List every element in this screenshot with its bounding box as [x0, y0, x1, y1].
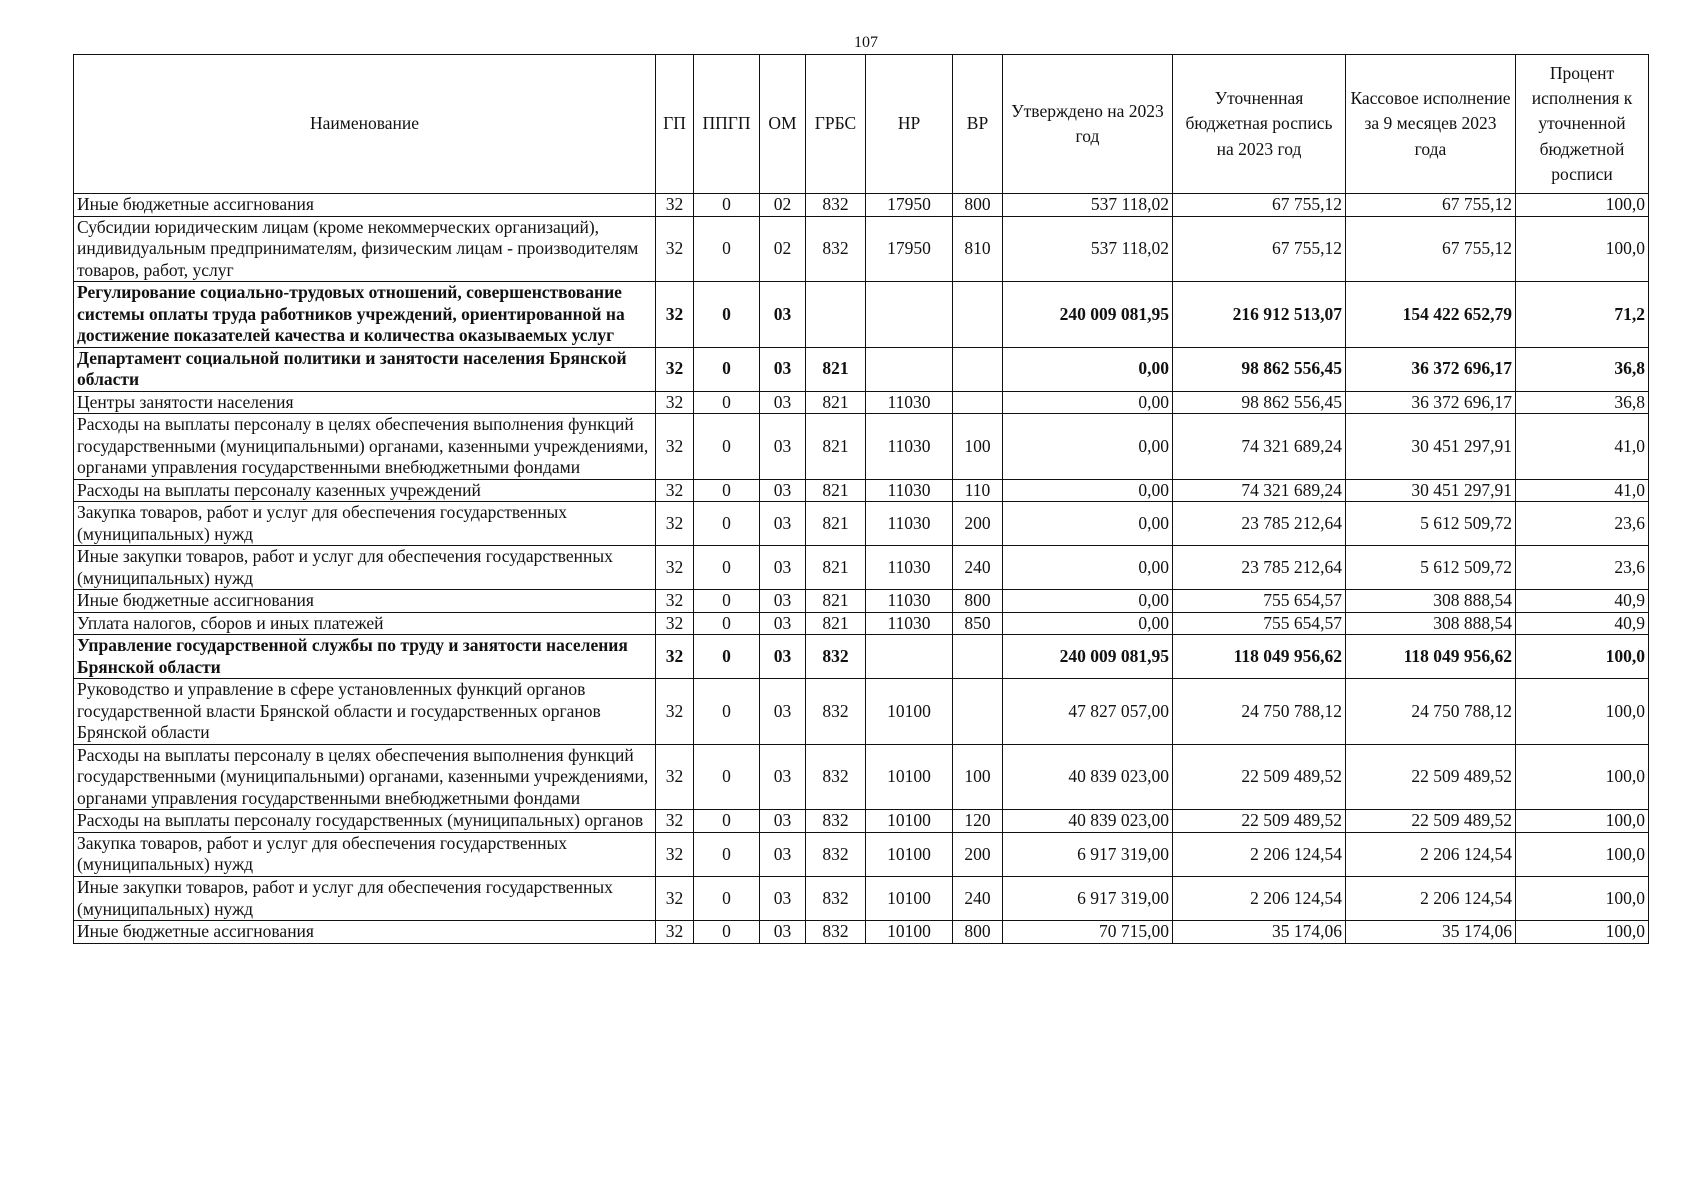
cell-approved: 537 118,02: [1003, 216, 1173, 282]
cell-om: 03: [760, 502, 806, 546]
cell-gp: 32: [656, 282, 694, 348]
cell-grbs: 832: [806, 216, 866, 282]
cell-refined: 24 750 788,12: [1173, 679, 1346, 745]
cell-ppgp: 0: [694, 921, 760, 944]
cell-grbs: 821: [806, 502, 866, 546]
cell-om: 03: [760, 810, 806, 833]
cell-executed: 154 422 652,79: [1346, 282, 1516, 348]
cell-refined: 755 654,57: [1173, 590, 1346, 613]
cell-om: 03: [760, 876, 806, 920]
header-approved: Утверждено на 2023 год: [1003, 55, 1173, 194]
cell-nr: [866, 635, 953, 679]
cell-nr: 11030: [866, 612, 953, 635]
cell-nr: 11030: [866, 590, 953, 613]
cell-name: Иные закупки товаров, работ и услуг для обеспечения государственных (муниципальных) нужд: [74, 876, 656, 920]
cell-om: 03: [760, 479, 806, 502]
cell-percent: 100,0: [1516, 832, 1649, 876]
cell-om: 03: [760, 391, 806, 414]
cell-refined: 2 206 124,54: [1173, 876, 1346, 920]
cell-percent: 100,0: [1516, 921, 1649, 944]
cell-name: Иные закупки товаров, работ и услуг для обеспечения государственных (муниципальных) нужд: [74, 546, 656, 590]
table-row: [74, 679, 1649, 745]
cell-percent: 41,0: [1516, 479, 1649, 502]
table-row: [74, 832, 1649, 876]
header-grbs: ГРБС: [806, 55, 866, 194]
cell-executed: 5 612 509,72: [1346, 546, 1516, 590]
cell-name: Управление государственной службы по труду и занятости населения Брянской области: [74, 635, 656, 679]
cell-vr: 240: [953, 546, 1003, 590]
header-refined: Уточненная бюджетная роспись на 2023 год: [1173, 55, 1346, 194]
cell-approved: 0,00: [1003, 391, 1173, 414]
cell-vr: 200: [953, 832, 1003, 876]
cell-refined: 74 321 689,24: [1173, 479, 1346, 502]
cell-refined: 98 862 556,45: [1173, 347, 1346, 391]
cell-executed: 67 755,12: [1346, 216, 1516, 282]
cell-ppgp: 0: [694, 216, 760, 282]
cell-refined: 74 321 689,24: [1173, 414, 1346, 480]
cell-percent: 36,8: [1516, 347, 1649, 391]
cell-percent: 100,0: [1516, 810, 1649, 833]
cell-ppgp: 0: [694, 635, 760, 679]
cell-refined: 2 206 124,54: [1173, 832, 1346, 876]
cell-vr: 100: [953, 744, 1003, 810]
table-row: [74, 216, 1649, 282]
cell-vr: [953, 679, 1003, 745]
cell-gp: 32: [656, 502, 694, 546]
cell-gp: 32: [656, 479, 694, 502]
cell-vr: 800: [953, 194, 1003, 217]
cell-percent: 71,2: [1516, 282, 1649, 348]
cell-executed: 118 049 956,62: [1346, 635, 1516, 679]
header-vr: ВР: [953, 55, 1003, 194]
table-row: [74, 921, 1649, 944]
table-body: [74, 194, 1649, 944]
cell-grbs: 821: [806, 414, 866, 480]
cell-om: 03: [760, 546, 806, 590]
table-header-row: [74, 55, 1649, 194]
cell-name: Расходы на выплаты персоналу в целях обеспечения выполнения функций государственными (муниципальными) органами, казенными учреждениями, органами управления государственными внебюджетными фондами: [74, 414, 656, 480]
cell-om: 02: [760, 216, 806, 282]
table-row: [74, 810, 1649, 833]
cell-ppgp: 0: [694, 832, 760, 876]
cell-percent: 100,0: [1516, 635, 1649, 679]
cell-gp: 32: [656, 635, 694, 679]
cell-ppgp: 0: [694, 479, 760, 502]
page-number: 107: [854, 34, 878, 51]
table-row: [74, 194, 1649, 217]
cell-percent: 41,0: [1516, 414, 1649, 480]
cell-gp: 32: [656, 194, 694, 217]
cell-gp: 32: [656, 921, 694, 944]
cell-vr: 850: [953, 612, 1003, 635]
cell-ppgp: 0: [694, 414, 760, 480]
cell-ppgp: 0: [694, 194, 760, 217]
cell-grbs: 832: [806, 832, 866, 876]
cell-executed: 36 372 696,17: [1346, 347, 1516, 391]
cell-refined: 67 755,12: [1173, 194, 1346, 217]
cell-gp: 32: [656, 590, 694, 613]
cell-vr: 110: [953, 479, 1003, 502]
cell-executed: 308 888,54: [1346, 612, 1516, 635]
cell-om: 03: [760, 679, 806, 745]
header-executed: Кассовое исполнение за 9 месяцев 2023 года: [1346, 55, 1516, 194]
cell-ppgp: 0: [694, 546, 760, 590]
cell-ppgp: 0: [694, 810, 760, 833]
table-row: [74, 744, 1649, 810]
cell-percent: 100,0: [1516, 876, 1649, 920]
cell-vr: 120: [953, 810, 1003, 833]
cell-nr: 11030: [866, 391, 953, 414]
cell-nr: 10100: [866, 921, 953, 944]
header-percent: Процент исполнения к уточненной бюджетной росписи: [1516, 55, 1649, 194]
cell-grbs: 832: [806, 194, 866, 217]
cell-gp: 32: [656, 391, 694, 414]
cell-approved: 70 715,00: [1003, 921, 1173, 944]
cell-name: Центры занятости населения: [74, 391, 656, 414]
cell-om: 03: [760, 414, 806, 480]
cell-refined: 216 912 513,07: [1173, 282, 1346, 348]
cell-vr: 810: [953, 216, 1003, 282]
cell-executed: 5 612 509,72: [1346, 502, 1516, 546]
cell-grbs: [806, 282, 866, 348]
cell-grbs: 832: [806, 876, 866, 920]
cell-refined: 35 174,06: [1173, 921, 1346, 944]
cell-nr: 17950: [866, 194, 953, 217]
cell-gp: 32: [656, 876, 694, 920]
cell-nr: 10100: [866, 832, 953, 876]
cell-gp: 32: [656, 546, 694, 590]
header-nr: НР: [866, 55, 953, 194]
cell-grbs: 821: [806, 347, 866, 391]
cell-executed: 22 509 489,52: [1346, 744, 1516, 810]
cell-gp: 32: [656, 810, 694, 833]
cell-name: Уплата налогов, сборов и иных платежей: [74, 612, 656, 635]
cell-ppgp: 0: [694, 391, 760, 414]
cell-name: Субсидии юридическим лицам (кроме некоммерческих организаций), индивидуальным предпринимателям, физическим лицам - производителям товаров, работ, услуг: [74, 216, 656, 282]
cell-approved: 0,00: [1003, 347, 1173, 391]
cell-vr: 800: [953, 590, 1003, 613]
cell-name: Расходы на выплаты персоналу казенных учреждений: [74, 479, 656, 502]
cell-vr: 240: [953, 876, 1003, 920]
cell-executed: 30 451 297,91: [1346, 414, 1516, 480]
cell-om: 03: [760, 921, 806, 944]
cell-gp: 32: [656, 612, 694, 635]
cell-refined: 22 509 489,52: [1173, 810, 1346, 833]
cell-name: Иные бюджетные ассигнования: [74, 921, 656, 944]
cell-vr: 200: [953, 502, 1003, 546]
cell-nr: [866, 347, 953, 391]
table-row: [74, 414, 1649, 480]
table-row: [74, 590, 1649, 613]
cell-name: Иные бюджетные ассигнования: [74, 194, 656, 217]
cell-approved: 0,00: [1003, 590, 1173, 613]
budget-table: [73, 54, 1649, 944]
cell-name: Руководство и управление в сфере установленных функций органов государственной власти Брянской области и государственных органов Брянской области: [74, 679, 656, 745]
header-gp: ГП: [656, 55, 694, 194]
cell-percent: 100,0: [1516, 679, 1649, 745]
cell-gp: 32: [656, 347, 694, 391]
cell-vr: [953, 391, 1003, 414]
cell-ppgp: 0: [694, 679, 760, 745]
cell-gp: 32: [656, 832, 694, 876]
cell-ppgp: 0: [694, 612, 760, 635]
cell-nr: 10100: [866, 876, 953, 920]
cell-approved: 0,00: [1003, 479, 1173, 502]
cell-nr: 11030: [866, 414, 953, 480]
cell-percent: 23,6: [1516, 546, 1649, 590]
table-row: [74, 876, 1649, 920]
cell-vr: [953, 347, 1003, 391]
cell-ppgp: 0: [694, 282, 760, 348]
table-row: [74, 282, 1649, 348]
cell-vr: 100: [953, 414, 1003, 480]
table-row: [74, 635, 1649, 679]
cell-percent: 40,9: [1516, 590, 1649, 613]
cell-gp: 32: [656, 679, 694, 745]
cell-refined: 67 755,12: [1173, 216, 1346, 282]
cell-refined: 118 049 956,62: [1173, 635, 1346, 679]
cell-executed: 2 206 124,54: [1346, 876, 1516, 920]
cell-executed: 2 206 124,54: [1346, 832, 1516, 876]
header-name: Наименование: [74, 55, 656, 194]
cell-om: 03: [760, 612, 806, 635]
cell-approved: 537 118,02: [1003, 194, 1173, 217]
cell-name: Расходы на выплаты персоналу государственных (муниципальных) органов: [74, 810, 656, 833]
cell-percent: 36,8: [1516, 391, 1649, 414]
cell-refined: 98 862 556,45: [1173, 391, 1346, 414]
cell-nr: 11030: [866, 502, 953, 546]
cell-grbs: 821: [806, 391, 866, 414]
cell-executed: 30 451 297,91: [1346, 479, 1516, 502]
cell-nr: 11030: [866, 546, 953, 590]
cell-nr: 10100: [866, 679, 953, 745]
cell-nr: [866, 282, 953, 348]
cell-approved: 40 839 023,00: [1003, 810, 1173, 833]
cell-om: 02: [760, 194, 806, 217]
cell-percent: 40,9: [1516, 612, 1649, 635]
header-ppgp: ППГП: [694, 55, 760, 194]
cell-name: Департамент социальной политики и занятости населения Брянской области: [74, 347, 656, 391]
cell-om: 03: [760, 590, 806, 613]
cell-ppgp: 0: [694, 590, 760, 613]
table-row: [74, 347, 1649, 391]
cell-om: 03: [760, 744, 806, 810]
cell-executed: 36 372 696,17: [1346, 391, 1516, 414]
cell-percent: 23,6: [1516, 502, 1649, 546]
cell-approved: 240 009 081,95: [1003, 635, 1173, 679]
table-row: [74, 546, 1649, 590]
cell-executed: 22 509 489,52: [1346, 810, 1516, 833]
cell-executed: 67 755,12: [1346, 194, 1516, 217]
cell-name: Иные бюджетные ассигнования: [74, 590, 656, 613]
cell-om: 03: [760, 832, 806, 876]
cell-grbs: 832: [806, 679, 866, 745]
cell-executed: 24 750 788,12: [1346, 679, 1516, 745]
cell-gp: 32: [656, 216, 694, 282]
cell-grbs: 821: [806, 546, 866, 590]
cell-grbs: 832: [806, 810, 866, 833]
cell-name: Закупка товаров, работ и услуг для обеспечения государственных (муниципальных) нужд: [74, 832, 656, 876]
table-row: [74, 502, 1649, 546]
cell-vr: [953, 635, 1003, 679]
cell-approved: 0,00: [1003, 612, 1173, 635]
cell-approved: 0,00: [1003, 502, 1173, 546]
cell-nr: 10100: [866, 810, 953, 833]
cell-percent: 100,0: [1516, 194, 1649, 217]
cell-grbs: 832: [806, 744, 866, 810]
cell-nr: 10100: [866, 744, 953, 810]
cell-approved: 6 917 319,00: [1003, 832, 1173, 876]
cell-approved: 47 827 057,00: [1003, 679, 1173, 745]
cell-vr: 800: [953, 921, 1003, 944]
cell-refined: 755 654,57: [1173, 612, 1346, 635]
cell-om: 03: [760, 282, 806, 348]
cell-refined: 23 785 212,64: [1173, 502, 1346, 546]
cell-om: 03: [760, 347, 806, 391]
table-row: [74, 391, 1649, 414]
cell-grbs: 821: [806, 479, 866, 502]
cell-approved: 40 839 023,00: [1003, 744, 1173, 810]
cell-nr: 17950: [866, 216, 953, 282]
cell-grbs: 821: [806, 612, 866, 635]
cell-approved: 6 917 319,00: [1003, 876, 1173, 920]
cell-grbs: 821: [806, 590, 866, 613]
table-row: [74, 479, 1649, 502]
cell-vr: [953, 282, 1003, 348]
cell-om: 03: [760, 635, 806, 679]
cell-gp: 32: [656, 744, 694, 810]
cell-name: Закупка товаров, работ и услуг для обеспечения государственных (муниципальных) нужд: [74, 502, 656, 546]
cell-grbs: 832: [806, 635, 866, 679]
cell-grbs: 832: [806, 921, 866, 944]
cell-gp: 32: [656, 414, 694, 480]
table-row: [74, 612, 1649, 635]
cell-refined: 23 785 212,64: [1173, 546, 1346, 590]
cell-name: Регулирование социально-трудовых отношений, совершенствование системы оплаты труда работников учреждений, ориентированной на достижение показателей качества и количества оказываемых услуг: [74, 282, 656, 348]
cell-percent: 100,0: [1516, 744, 1649, 810]
cell-ppgp: 0: [694, 502, 760, 546]
cell-name: Расходы на выплаты персоналу в целях обеспечения выполнения функций государственными (муниципальными) органами, казенными учреждениями, органами управления государственными внебюджетными фондами: [74, 744, 656, 810]
cell-ppgp: 0: [694, 347, 760, 391]
cell-percent: 100,0: [1516, 216, 1649, 282]
cell-executed: 308 888,54: [1346, 590, 1516, 613]
cell-approved: 240 009 081,95: [1003, 282, 1173, 348]
cell-approved: 0,00: [1003, 414, 1173, 480]
cell-refined: 22 509 489,52: [1173, 744, 1346, 810]
cell-executed: 35 174,06: [1346, 921, 1516, 944]
cell-ppgp: 0: [694, 744, 760, 810]
cell-approved: 0,00: [1003, 546, 1173, 590]
header-om: ОМ: [760, 55, 806, 194]
cell-nr: 11030: [866, 479, 953, 502]
cell-ppgp: 0: [694, 876, 760, 920]
